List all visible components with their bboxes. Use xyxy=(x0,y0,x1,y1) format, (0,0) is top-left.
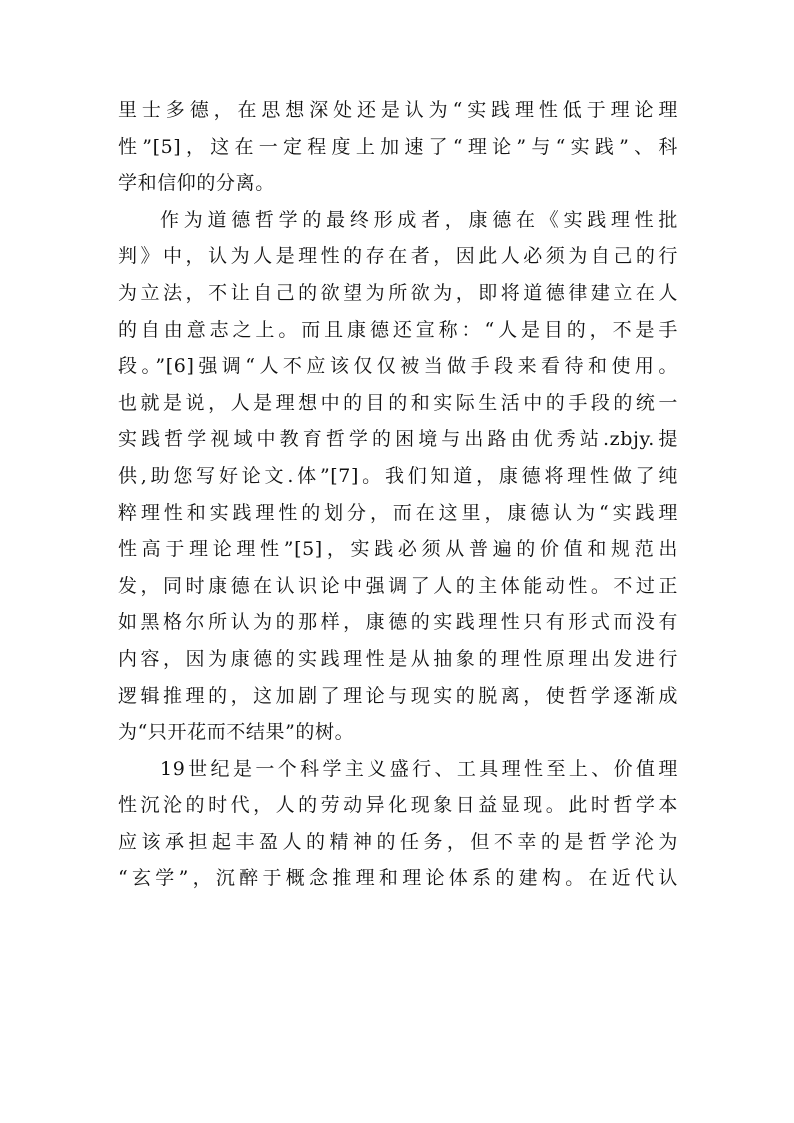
text-line: “玄学”，沉醉于概念推理和理论体系的建构。在近代认 xyxy=(118,867,678,890)
text-line: 作为道德哲学的最终形成者，康德在《实践理性批 xyxy=(160,208,678,231)
text-line: 性”[5]，这在一定程度上加速了“理论”与“实践”、科 xyxy=(118,135,678,158)
text-line: 性沉沦的时代，人的劳动异化现象日益显现。此时哲学本 xyxy=(118,794,678,817)
text-line: 内容，因为康德的实践理性是从抽象的理性原理出发进行 xyxy=(118,647,678,670)
text-line: 逻辑推理的，这加剧了理论与现实的脱离，使哲学逐渐成 xyxy=(118,684,678,707)
text-line: 供,助您写好论文.体”[7]。我们知道，康德将理性做了纯 xyxy=(118,464,678,487)
text-line: 也就是说，人是理想中的目的和实际生活中的手段的统一 xyxy=(118,391,678,414)
text-line: 里士多德，在思想深处还是认为“实践理性低于理论理 xyxy=(118,99,678,121)
text-line: 段。”[6]强调“人不应该仅仅被当做手段来看待和使用。 xyxy=(118,355,678,378)
text-line: 性高于理论理性”[5]，实践必须从普遍的价值和规范出 xyxy=(118,538,678,561)
text-line: 应该承担起丰盈人的精神的任务，但不幸的是哲学沦为 xyxy=(118,830,678,853)
text-line: 学和信仰的分离。 xyxy=(118,172,275,195)
text-line: 实践哲学视域中教育哲学的困境与出路由优秀站.zbjy.提 xyxy=(118,428,678,451)
paragraph-1 xyxy=(118,92,678,202)
document-page xyxy=(118,92,678,897)
text-line: 为立法，不让自己的欲望为所欲为，即将道德律建立在人 xyxy=(118,281,678,304)
text-line: 粹理性和实践理性的划分，而在这里，康德认为“实践理 xyxy=(118,501,678,524)
paragraph-3 xyxy=(118,751,678,897)
text-line: 发，同时康德在认识论中强调了人的主体能动性。不过正 xyxy=(118,574,678,597)
text-line: 如黑格尔所认为的那样，康德的实践理性只有形式而没有 xyxy=(118,611,678,634)
paragraph-2 xyxy=(118,202,678,751)
text-line: 19世纪是一个科学主义盛行、工具理性至上、价值理 xyxy=(160,757,678,780)
text-line: 判》中，认为人是理性的存在者，因此人必须为自己的行 xyxy=(118,245,678,268)
text-line: 为“只开花而不结果”的树。 xyxy=(118,721,355,744)
text-line: 的自由意志之上。而且康德还宣称：“人是目的，不是手 xyxy=(118,318,678,341)
